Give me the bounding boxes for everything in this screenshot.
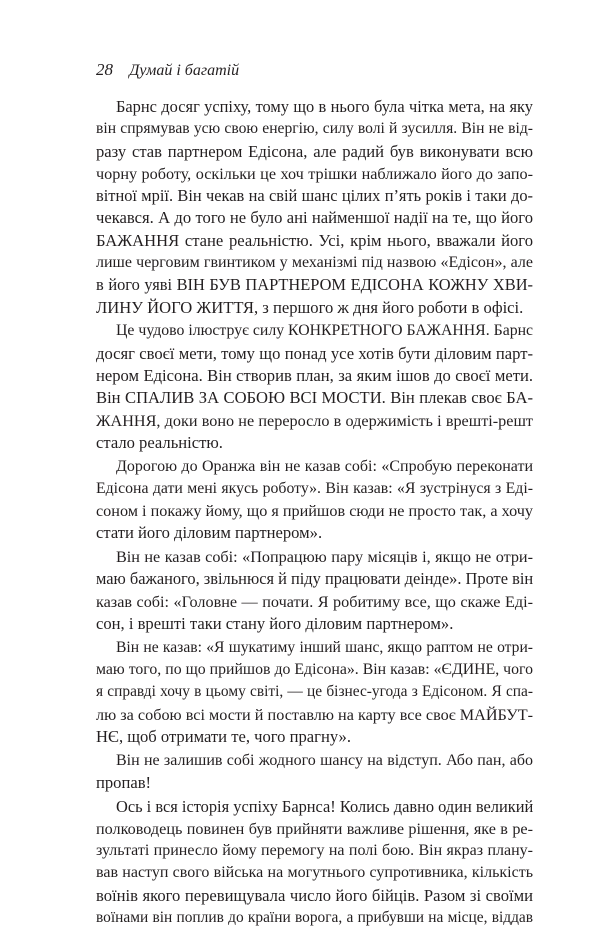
- body-text: [96, 96, 533, 929]
- text-line: Це чудово ілюструє силу КОНКРЕТНОГО БАЖАННЯ. Барнс: [116, 322, 534, 340]
- text-line: Він СПАЛИВ ЗА СОБОЮ ВСІ МОСТИ. Він плекав своє БА-: [96, 388, 533, 408]
- text-line: Едісона дати мені якусь роботу». Він казав: «Я зустрінуся з Еді-: [96, 479, 533, 497]
- text-line: зультаті принесло йому перемогу на полі бою. Він якраз плану-: [96, 842, 533, 860]
- text-line: воїнами він поплив до країни ворога, а прибувши на місце, віддав: [96, 909, 533, 927]
- text-line: досяг своєї мети, тому що понад усе хотів бути діловим парт-: [96, 343, 533, 363]
- text-line: він спрямував усю свою енергію, силу волі й зусилля. Він не від-: [96, 120, 533, 138]
- text-line: вітної мрії. Він чекав на свій шанс цілих п’ять років і таки до-: [96, 186, 533, 206]
- text-line: стати його діловим партнером».: [96, 523, 323, 543]
- text-line: Дорогою до Оранжа він не казав собі: «Спробую переконати: [116, 457, 533, 475]
- text-line: ЛИНУ ЙОГО ЖИТТЯ, з першого ж дня його роботи в офісі.: [96, 297, 524, 317]
- text-line: пропав!: [96, 772, 152, 792]
- text-line: я справді хочу в цьому світі, — це бізнес-угода з Едісоном. Я спа-: [96, 683, 533, 701]
- text-line: ЖАННЯ, доки воно не переросло в одержимість і врешті-решт: [96, 411, 533, 430]
- text-line: НЄ, щоб отримати те, чого прагну».: [96, 726, 351, 746]
- text-line: лише черговим гвинтиком у механізмі під назвою «Едісон», але: [96, 254, 533, 272]
- text-line: казав собі: «Головне — почати. Я робитиму все, що скаже Еді-: [96, 592, 533, 611]
- text-line: чорну роботу, оскільки це хоч трішки наближало його до запо-: [96, 164, 533, 183]
- running-head: [96, 60, 239, 81]
- text-line: разу став партнером Едісона, але радий був виконувати всю: [96, 141, 533, 161]
- page-number: 28: [96, 60, 113, 79]
- text-line: воїнів якого перевищувала число його бійців. Разом зі своїми: [96, 885, 533, 905]
- text-line: соном і покажу йому, що я прийшов сюди не просто так, а хочу: [96, 502, 533, 521]
- text-line: Ось і вся історія успіху Барнса! Колись давно один великий: [116, 796, 534, 816]
- text-line: лю за собою всі мости й поставлю на карту все своє МАЙБУТ-: [96, 705, 533, 724]
- text-line: БАЖАННЯ стане реальністю. Усі, крім нього, вважали його: [96, 230, 533, 250]
- text-line: маю того, по що прийшов до Едісона». Він казав: «ЄДИНЕ, чого: [96, 660, 533, 678]
- text-line: нером Едісона. Він створив план, за яким ішов до своєї мети.: [96, 365, 533, 385]
- text-line: чекався. А до того не було ані найменшої надії на те, що його: [96, 208, 533, 228]
- text-line: Він не залишив собі жодного шансу на відступ. Або пан, або: [116, 751, 533, 769]
- text-line: стало реальністю.: [96, 432, 223, 452]
- text-line: вав наступ свого війська на могутнього супротивника, кількість: [96, 864, 533, 882]
- text-line: Він не казав: «Я шукатиму інший шанс, якщо раптом не отри-: [116, 638, 533, 656]
- text-line: в його уяві ВІН БУВ ПАРТНЕРОМ ЕДІСОНА КОЖНУ ХВИ-: [96, 275, 533, 295]
- text-line: маю бажаного, звільнюся й піду працювати деінде». Проте він: [96, 569, 534, 589]
- book-title: Думай і багатій: [129, 62, 240, 79]
- text-line: Барнс досяг успіху, тому що в нього була чітка мета, на яку: [116, 97, 533, 116]
- text-line: Він не казав собі: «Попрацюю пару місяців і, якщо не отри-: [116, 548, 533, 567]
- text-line: сон, і врешті таки стану його діловим партнером».: [96, 614, 454, 633]
- text-line: полководець повинен був прийняти важливе рішення, яке в ре-: [96, 819, 533, 838]
